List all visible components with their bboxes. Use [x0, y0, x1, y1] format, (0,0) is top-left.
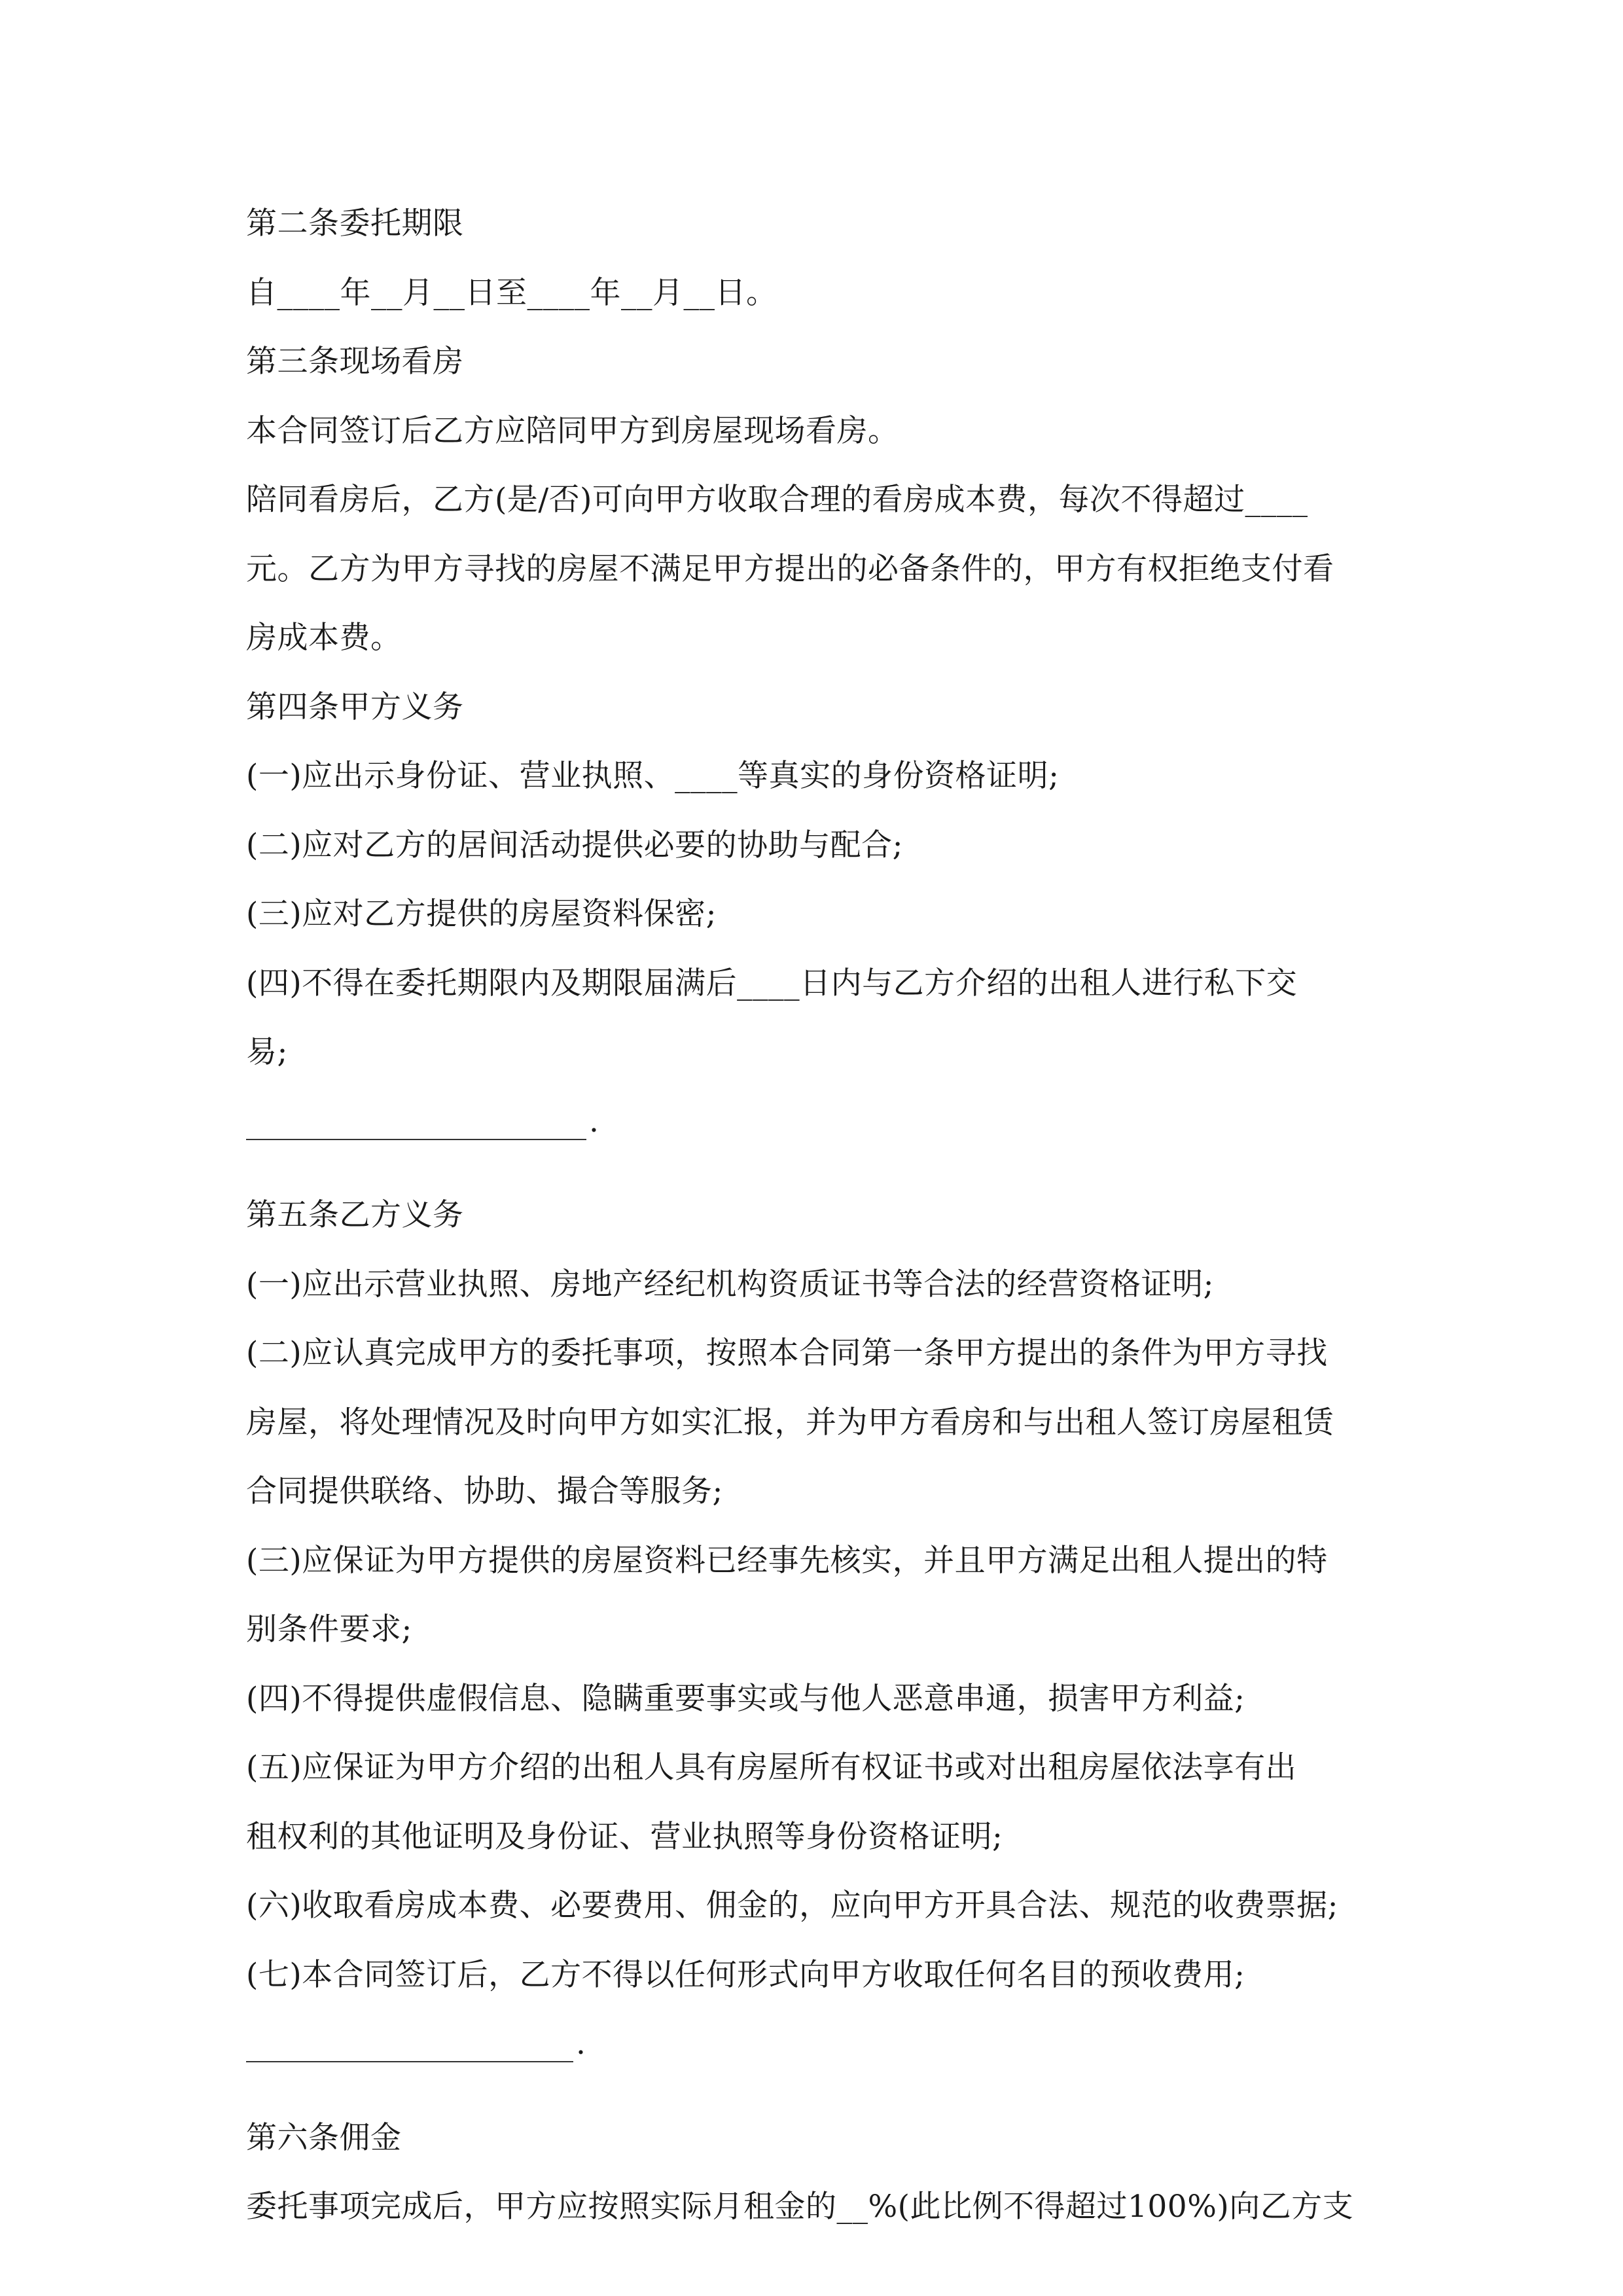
- paragraph-line: 委托事项完成后，甲方应按照实际月租金的__%(此比例不得超过100%)向乙方支: [246, 2189, 1354, 2225]
- list-item-continued: 合同提供联络、协助、撮合等服务;: [246, 1473, 723, 1509]
- list-item: (二)应对乙方的居间活动提供必要的协助与配合;: [246, 827, 904, 863]
- heading-article-3: 第三条现场看房: [246, 344, 464, 380]
- spacer: [246, 2091, 1385, 2116]
- document-body: [246, 202, 1385, 2254]
- list-item-continued: 别条件要求;: [246, 1611, 412, 1647]
- paragraph-line: 陪同看房后，乙方(是/否)可向甲方收取合理的看房成本费，每次不得超过____: [246, 482, 1308, 518]
- blank-underline: [246, 1139, 586, 1140]
- list-item: (五)应保证为甲方介绍的出租人具有房屋所有权证书或对出租房屋依法享有出: [246, 1749, 1297, 1785]
- list-item: (四)不得提供虚假信息、隐瞒重要事实或与他人恶意串通，损害甲方利益;: [246, 1680, 1245, 1717]
- list-item: (六)收取看房成本费、必要费用、佣金的，应向甲方开具合法、规范的收费票据;: [246, 1888, 1339, 1924]
- heading-article-5: 第五条乙方义务: [246, 1197, 464, 1233]
- paragraph-line: 房成本费。: [246, 620, 402, 656]
- list-item-continued: 易;: [246, 1034, 288, 1070]
- spacer: [246, 1168, 1385, 1193]
- paragraph-line: 本合同签订后乙方应陪同甲方到房屋现场看房。: [246, 412, 899, 449]
- blank-end-mark: .: [589, 1103, 599, 1139]
- heading-article-6: 第六条佣金: [246, 2119, 402, 2156]
- list-item-continued: 房屋，将处理情况及时向甲方如实汇报，并为甲方看房和与出租人签订房屋租赁: [246, 1404, 1334, 1441]
- heading-article-2: 第二条委托期限: [246, 206, 464, 242]
- fill-in-blank-line: [246, 1100, 1385, 1144]
- list-item: (三)应对乙方提供的房屋资料保密;: [246, 896, 717, 932]
- list-item: (一)应出示身份证、营业执照、____等真实的身份资格证明;: [246, 758, 1060, 794]
- list-item: (二)应认真完成甲方的委托事项，按照本合同第一条甲方提出的条件为甲方寻找: [246, 1335, 1328, 1371]
- paragraph-line: 元。乙方为甲方寻找的房屋不满足甲方提出的必备条件的，甲方有权拒绝支付看: [246, 550, 1334, 587]
- heading-article-4: 第四条甲方义务: [246, 689, 464, 725]
- list-item: (一)应出示营业执照、房地产经纪机构资质证书等合法的经营资格证明;: [246, 1266, 1215, 1302]
- list-item: (四)不得在委托期限内及期限届满后____日内与乙方介绍的出租人进行私下交: [246, 965, 1298, 1001]
- fill-in-blank-line: [246, 2022, 1385, 2066]
- blank-underline: [246, 2061, 573, 2062]
- list-item: (三)应保证为甲方提供的房屋资料已经事先核实，并且甲方满足出租人提出的特: [246, 1542, 1328, 1579]
- paragraph-line: 自____年__月__日至____年__月__日。: [246, 274, 777, 311]
- blank-end-mark: .: [576, 2026, 586, 2062]
- list-item-continued: 租权利的其他证明及身份证、营业执照等身份资格证明;: [246, 1818, 1003, 1855]
- list-item: (七)本合同签订后，乙方不得以任何形式向甲方收取任何名目的预收费用;: [246, 1956, 1245, 1993]
